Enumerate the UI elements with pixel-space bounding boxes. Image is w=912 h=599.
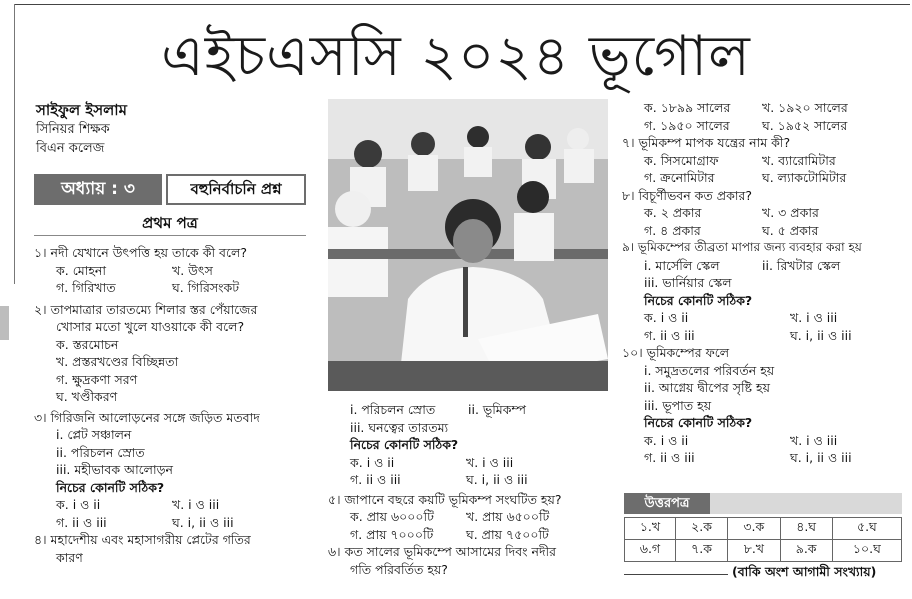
question-9: ৯। ভূমিকম্পের তীব্রতা মাপার জন্য ব্যবহার করা হয় — [622, 240, 862, 254]
exam-photo — [328, 99, 608, 391]
option: খ. ৩ প্রকার — [762, 205, 819, 220]
exam-photo-illustration — [328, 99, 608, 391]
divider — [34, 235, 306, 236]
chapter-banner — [34, 174, 306, 205]
statement: iii. ঘনত্বের তারতম্য — [350, 419, 449, 435]
statement: i. মার্সেলি স্কেল — [644, 257, 720, 273]
option: খ. উৎস — [172, 262, 213, 278]
option: গ. প্রায় ৭০০০টি — [350, 526, 434, 542]
answer-cell: ৭.ক — [675, 540, 727, 562]
author-name: সাইফুল ইসলাম — [36, 101, 127, 119]
statement: ii. আগ্নেয় দ্বীপের সৃষ্টি হয় — [644, 380, 770, 395]
option: গ. ক্রনোমিটার — [644, 170, 715, 185]
option: ক. ২ প্রকার — [644, 205, 702, 220]
option: খ. i ও iii — [790, 310, 838, 325]
column-2 — [328, 401, 618, 578]
answer-sheet-title: উত্তরপত্র — [624, 493, 710, 514]
question-5: ৫। জাপানে বছরে কয়টি ভূমিকম্প সংঘটিত হয়? — [328, 491, 562, 507]
statement: ii. রিখটার স্কেল — [762, 257, 841, 273]
chapter-type: বহুনির্বাচনি প্রশ্ন — [166, 174, 306, 205]
answer-cell: ৮.খ — [728, 540, 780, 562]
statement: ii. ভূমিকম্প — [468, 402, 526, 417]
statement: i. সমুদ্রতলের পরিবর্তন হয় — [644, 362, 775, 378]
option: খ. প্রায় ৬৫০০টি — [466, 509, 550, 524]
option: ক. i ও ii — [644, 432, 689, 448]
author-title: সিনিয়র শিক্ষক — [36, 122, 110, 137]
answer-cell: ২.ক — [675, 518, 727, 540]
author-block — [36, 100, 276, 158]
statement: i. পরিচলন স্রোত — [350, 402, 436, 417]
chapter-label: অধ্যায় : ৩ — [34, 174, 162, 205]
option: খ. i ও iii — [466, 454, 514, 470]
option: ক. ১৮৯৯ সালের — [644, 100, 731, 115]
question-4-cont: কারণ — [56, 549, 83, 565]
answer-cell: ৫.ঘ — [832, 518, 901, 540]
option: ঘ. i, ii ও iii — [790, 450, 852, 465]
column-3 — [622, 99, 910, 467]
question-6-cont: গতি পরিবর্তিত হয়? — [350, 561, 448, 577]
option: গ. ১৯৫০ সালের — [644, 117, 730, 133]
answer-cell: ৩.ক — [728, 518, 780, 540]
answer-cell: ১.খ — [625, 518, 676, 540]
answer-cell: ১০.ঘ — [832, 540, 901, 562]
option: ঘ. i, ii ও iii — [172, 514, 234, 530]
answer-cell: ৯.ক — [780, 540, 832, 562]
continued-note: (বাকি অংশ আগামী সংখ্যায়) — [732, 564, 877, 579]
option: ঘ. ৫ প্রকার — [762, 222, 819, 238]
option: ঘ. ১৯৫২ সালের — [762, 117, 848, 133]
option: ঘ. গিরিসংকট — [172, 280, 240, 295]
option: খ. i ও iii — [790, 432, 838, 448]
statement: iii. ভূপাত হয় — [644, 397, 712, 413]
question-4: ৪। মহাদেশীয় এবং মহাসাগরীয় প্লেটের গতির — [34, 532, 251, 547]
option: ঘ. ল্যাকটোমিটার — [762, 170, 847, 185]
option: খ. প্রস্তরখণ্ডের বিচ্ছিন্নতা — [56, 354, 179, 369]
option: খ. ১৯২০ সালের — [762, 100, 848, 115]
question-6: ৬। কত সালের ভূমিকম্পে আসামের দিবং নদীর — [328, 544, 557, 559]
answer-sheet-bar — [710, 493, 902, 514]
statement: iii. ভার্নিয়ার স্কেল — [644, 275, 732, 290]
option: গ. ii ও iii — [644, 450, 695, 465]
statement: i. প্লেট সঞ্চালন — [56, 427, 132, 442]
table-row — [625, 518, 902, 540]
paper-title: প্রথম পত্র — [142, 214, 198, 232]
option: ক. i ও ii — [350, 454, 395, 470]
prompt: নিচের কোনটি সঠিক? — [644, 292, 753, 308]
author-college: বিএন কলেজ — [36, 141, 105, 156]
statement: iii. মহীভাবক আলোড়ন — [56, 462, 173, 477]
question-8: ৮। বিচূর্ণীভবন কত প্রকার? — [622, 187, 752, 203]
answer-cell: ৪.ঘ — [780, 518, 832, 540]
answer-table — [624, 517, 902, 562]
table-row — [625, 540, 902, 562]
option: ক. সিসমোগ্রাফ — [644, 152, 719, 168]
option: গ. ii ও iii — [56, 514, 107, 530]
question-1: ১। নদী যেখানে উৎপত্তি হয় তাকে কী বলে? — [34, 245, 247, 260]
statement: ii. পরিচলন স্রোত — [56, 444, 145, 460]
footer-rule — [624, 574, 728, 575]
prompt: নিচের কোনটি সঠিক? — [350, 437, 459, 452]
option: ঘ. প্রায় ৭৫০০টি — [466, 526, 549, 542]
option: ঘ. খণ্ডীকরণ — [56, 389, 118, 404]
prompt: নিচের কোনটি সঠিক? — [644, 415, 753, 430]
option: গ. ক্ষুদ্রকণা সরণ — [56, 371, 138, 387]
page-title: এইচএসসি ২০২৪ ভূগোল — [161, 24, 751, 89]
option: গ. ii ও iii — [350, 472, 401, 487]
option: গ. ii ও iii — [644, 327, 695, 343]
top-border — [14, 4, 910, 5]
question-2-cont: খোসার মতো খুলে যাওয়াকে কী বলে? — [56, 319, 245, 334]
option: ক. i ও ii — [56, 497, 101, 512]
question-7: ৭। ভূমিকম্প মাপক যন্ত্রের নাম কী? — [622, 135, 791, 150]
option: ক. স্তরমোচন — [56, 336, 119, 352]
side-tab — [0, 306, 9, 340]
option: ক. মোহনা — [56, 262, 106, 278]
column-1 — [34, 244, 324, 566]
question-10: ১০। ভূমিকম্পের ফলে — [622, 345, 730, 360]
option: গ. ৪ প্রকার — [644, 222, 701, 238]
option: খ. i ও iii — [172, 497, 220, 512]
option: ক. i ও ii — [644, 310, 689, 325]
option: ক. প্রায় ৬০০০টি — [350, 509, 434, 524]
option: গ. গিরিখাত — [56, 280, 116, 295]
option: খ. ব্যারোমিটার — [762, 152, 836, 168]
answer-cell: ৬.গ — [625, 540, 676, 562]
question-2: ২। তাপমাত্রার তারতম্যে শিলার স্তর পেঁয়াজের — [34, 301, 258, 317]
prompt: নিচের কোনটি সঠিক? — [56, 479, 165, 495]
option: ঘ. i, ii ও iii — [466, 472, 528, 487]
option: ঘ. i, ii ও iii — [790, 327, 852, 343]
answer-sheet — [624, 493, 902, 562]
question-3: ৩। গিরিজনি আলোড়নের সঙ্গে জড়িত মতবাদ — [34, 409, 260, 425]
